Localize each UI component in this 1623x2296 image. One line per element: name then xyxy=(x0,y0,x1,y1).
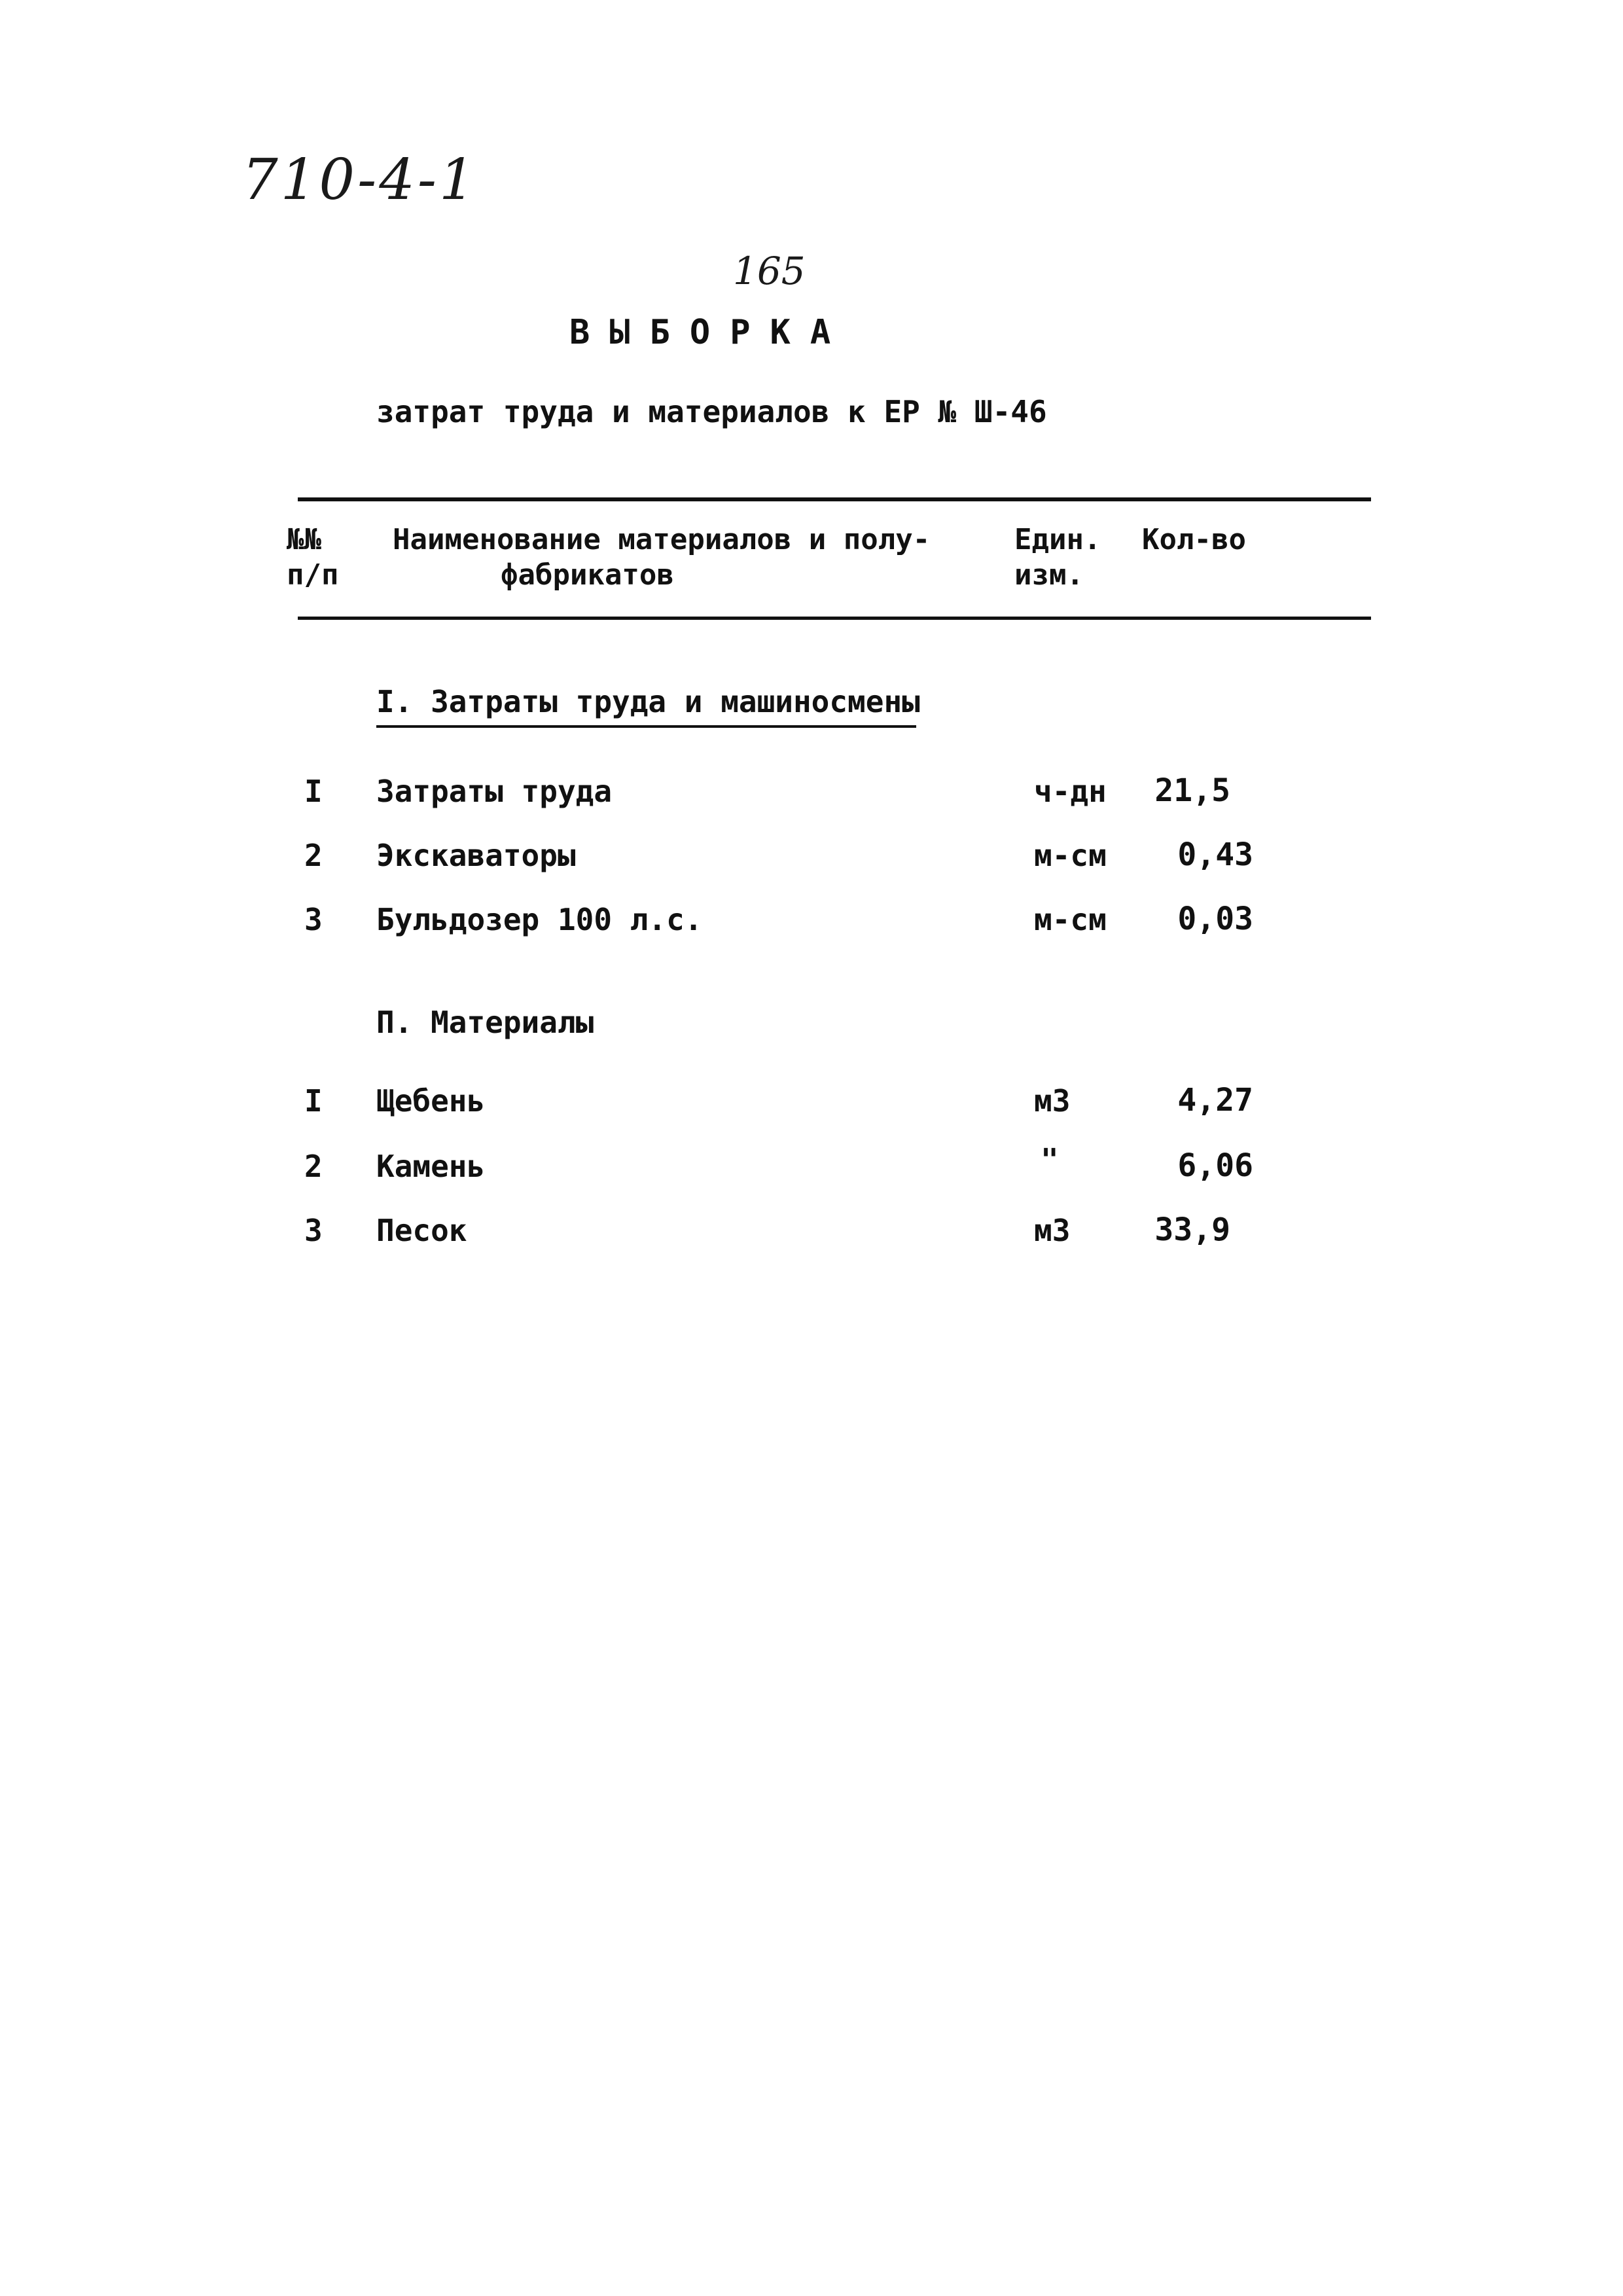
document-code-handwritten: 710-4-1 xyxy=(242,147,478,213)
row-unit-ditto: " xyxy=(1041,1142,1059,1177)
header-name-line1: Наименование материалов и полу- xyxy=(393,523,931,556)
row-number: I xyxy=(304,774,323,809)
row-name: Камень xyxy=(376,1149,486,1184)
document-subtitle: затрат труда и материалов к ЕР № Ш-46 xyxy=(376,394,1047,429)
table-top-rule xyxy=(298,497,1371,501)
header-unit-line2: изм. xyxy=(1014,558,1084,592)
row-number: 2 xyxy=(304,838,323,873)
header-name-line2: фабрикатов xyxy=(501,558,674,592)
row-name: Песок xyxy=(376,1213,467,1248)
header-quantity-col: Кол-во xyxy=(1142,523,1246,556)
section-title-underline xyxy=(376,725,916,728)
page-number: 165 xyxy=(733,249,806,293)
row-name: Затраты труда xyxy=(376,774,613,809)
row-quantity: 0,03 xyxy=(1177,901,1253,937)
row-name: Экскаваторы xyxy=(376,838,576,873)
row-quantity: 33,9 xyxy=(1154,1211,1230,1248)
document-title: ВЫБОРКА xyxy=(569,313,851,352)
row-quantity: 0,43 xyxy=(1177,836,1253,873)
header-number-line1: №№ xyxy=(287,523,321,556)
header-number-col xyxy=(287,522,338,593)
row-quantity: 21,5 xyxy=(1154,772,1230,809)
row-unit: ч-дн xyxy=(1034,774,1107,809)
row-number: 3 xyxy=(304,1213,323,1248)
header-number-line2: п/п xyxy=(287,558,339,592)
section-title-labor: I. Затраты труда и машиносмены xyxy=(376,684,920,719)
table-header-bottom-rule xyxy=(298,617,1371,620)
header-unit-line1: Един. xyxy=(1014,523,1101,556)
row-unit: м3 xyxy=(1034,1083,1071,1119)
row-number: 3 xyxy=(304,902,323,937)
row-unit: м-см xyxy=(1034,838,1107,873)
section-title-materials: П. Материалы xyxy=(376,1005,594,1040)
row-number: 2 xyxy=(304,1149,323,1184)
row-unit: м3 xyxy=(1034,1213,1071,1248)
row-name: Щебень xyxy=(376,1083,486,1119)
row-unit: м-см xyxy=(1034,902,1107,937)
row-quantity: 4,27 xyxy=(1177,1082,1253,1119)
row-number: I xyxy=(304,1083,323,1119)
row-quantity: 6,06 xyxy=(1177,1147,1253,1184)
row-name: Бульдозер 100 л.с. xyxy=(376,902,703,937)
